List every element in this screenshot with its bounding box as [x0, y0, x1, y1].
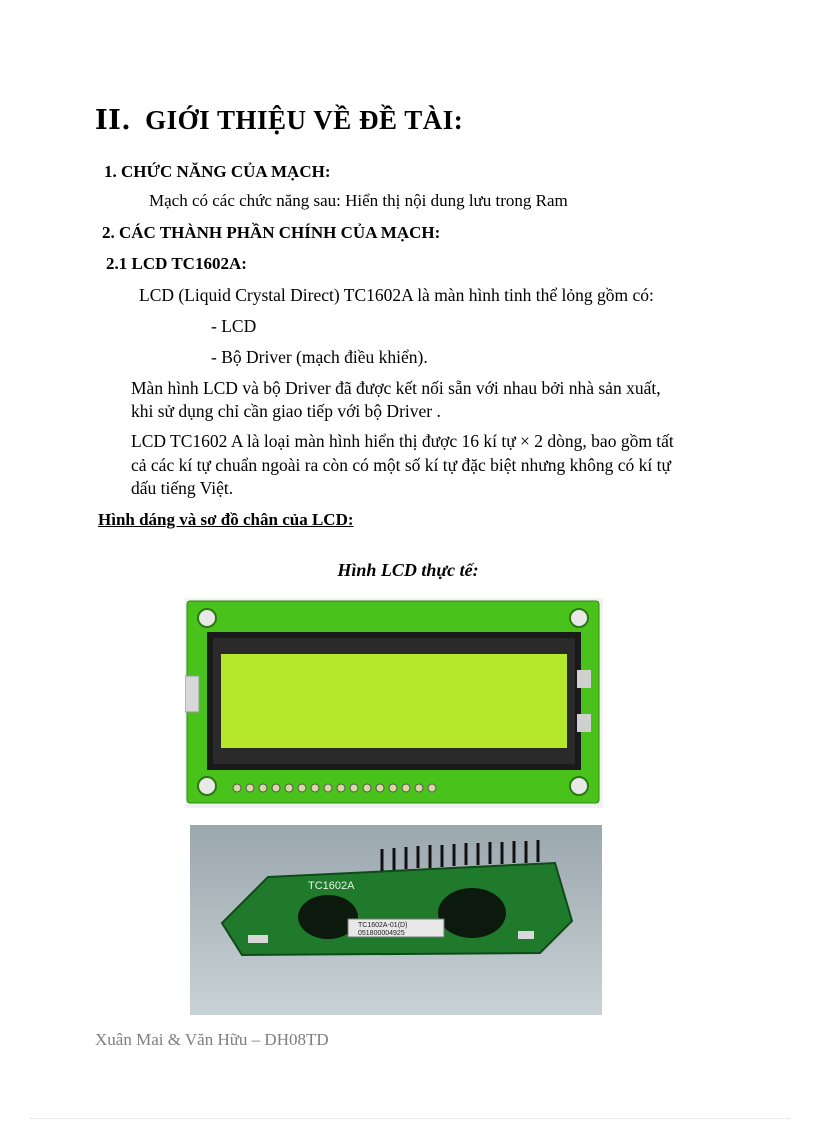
section1-text: Mạch có các chức năng sau: Hiển thị nội dung lưu trong Ram [149, 191, 568, 210]
page-bottom-divider [30, 1118, 790, 1119]
back-label-top: TC1602A [308, 880, 355, 892]
heading-title: GIỚI THIỆU VỀ ĐỀ TÀI: [145, 105, 464, 135]
main-heading [95, 105, 463, 136]
heading-number: II. [95, 105, 132, 136]
list-item-lcd: - LCD [211, 316, 257, 336]
para1-line2: khi sử dụng chỉ cần giao tiếp với bộ Driver . [131, 401, 441, 421]
para1-line1: Màn hình LCD và bộ Driver đã được kết nối sẵn với nhau bởi nhà sản xuất, [131, 378, 661, 398]
section1-title: 1. CHỨC NĂNG CỦA MẠCH: [104, 162, 331, 181]
section2-title: 2. CÁC THÀNH PHẦN CHÍNH CỦA MẠCH: [102, 223, 441, 242]
para2-line3: dấu tiếng Việt. [131, 478, 234, 498]
photo-caption: Hình LCD thực tế: [337, 560, 479, 580]
back-label-sticker2: 051800004925 [358, 930, 405, 937]
lcd-front-photo [185, 598, 603, 808]
section21-intro: LCD (Liquid Crystal Direct) TC1602A là màn hình tinh thể lỏng gồm có: [139, 285, 654, 305]
back-label-sticker1: TC1602A-01(D) [358, 922, 408, 929]
lcd-back-photo [190, 825, 602, 1015]
section21-title: 2.1 LCD TC1602A: [106, 254, 247, 273]
footer: Xuân Mai & Văn Hữu – DH08TD [95, 1030, 329, 1049]
para2-line2: cả các kí tự chuẩn ngoài ra còn có một số kí tự đặc biệt nhưng không có kí tự [131, 455, 671, 475]
shape-heading: Hình dáng và sơ đồ chân của LCD: [98, 510, 354, 529]
para2-line1: LCD TC1602 A là loại màn hình hiển thị được 16 kí tự × 2 dòng, bao gồm tất [131, 431, 674, 451]
list-item-driver: - Bộ Driver (mạch điều khiển). [211, 347, 428, 367]
